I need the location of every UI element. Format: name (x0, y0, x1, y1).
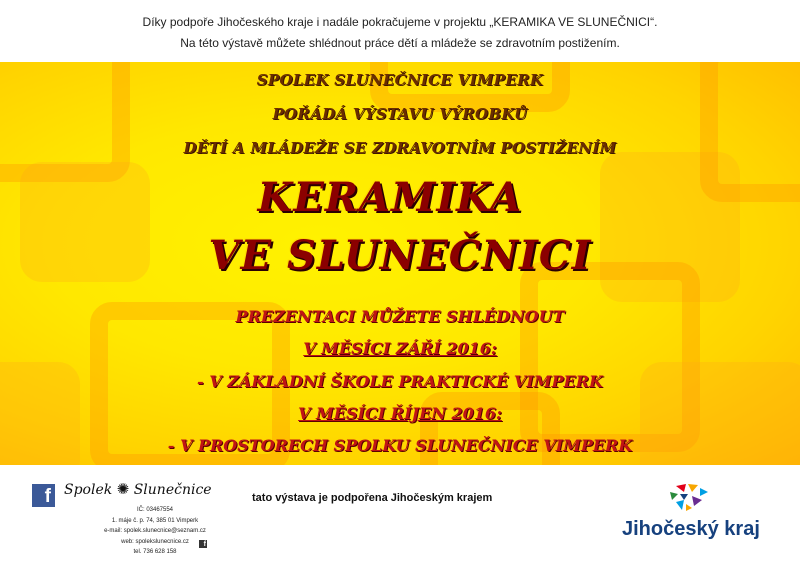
sun-icon: ✺ (116, 480, 130, 498)
contact-ico: IČ: 03467554 (136, 507, 174, 513)
details-line-4: V MĚSÍCI ŘÍJEN 2016: (298, 404, 502, 423)
jihocesky-kraj-emblem-icon (662, 482, 712, 512)
intro-line-1: SPOLEK SLUNEČNICE VIMPERK (256, 71, 544, 89)
contact-phone: tel. 736 628 158 (133, 549, 177, 555)
header-line-2: Na této výstavě můžete shlédnout práce dětí a mládeže se zdravotním postižením. (180, 36, 620, 50)
intro-line-2: POŘÁDÁ VÝSTAVU VÝROBKŮ (272, 105, 528, 123)
support-text: tato výstava je podpořena Jihočeským krajem (252, 492, 493, 504)
contact-web: web: spolekslunecnice.cz (121, 538, 189, 545)
details-line-5: - V PROSTORECH SPOLKU SLUNEČNICE VIMPERK (167, 436, 633, 455)
poster (0, 62, 800, 465)
title-line-2: VE SLUNEČNICI (208, 232, 592, 279)
facebook-icon[interactable]: f (32, 484, 55, 507)
title-line-1: KERAMIKA (257, 174, 523, 221)
spolek-slunecnice-logo (64, 480, 212, 498)
details-line-1: PREZENTACI MŮŽETE SHLÉDNOUT (235, 307, 565, 326)
logo-word-slunecnice: Slunečnice (133, 482, 212, 498)
contact-block (80, 505, 230, 558)
contact-address: 1. máje č. p. 74, 385 01 Vimperk (111, 517, 199, 524)
intro-line-3: DĚTÍ A MLÁDEŽE SE ZDRAVOTNÍM POSTIŽENÍM (183, 139, 617, 157)
header-line-1: Díky podpoře Jihočeského kraje i nadále pokračujeme v projektu „KERAMIKA VE SLUNEČNICI“. (142, 15, 658, 29)
logo-word-spolek: Spolek (64, 482, 113, 498)
facebook-small-icon[interactable]: f (199, 540, 207, 548)
header-note (0, 12, 800, 54)
details-line-2: V MĚSÍCI ZÁŘÍ 2016: (303, 339, 497, 358)
details-line-3: - V ZÁKLADNÍ ŠKOLE PRAKTICKÉ VIMPERK (197, 372, 603, 391)
jihocesky-kraj-name: Jihočeský kraj (622, 518, 760, 540)
contact-email: e-mail: spolek.slunecnice@seznam.cz (104, 528, 206, 534)
